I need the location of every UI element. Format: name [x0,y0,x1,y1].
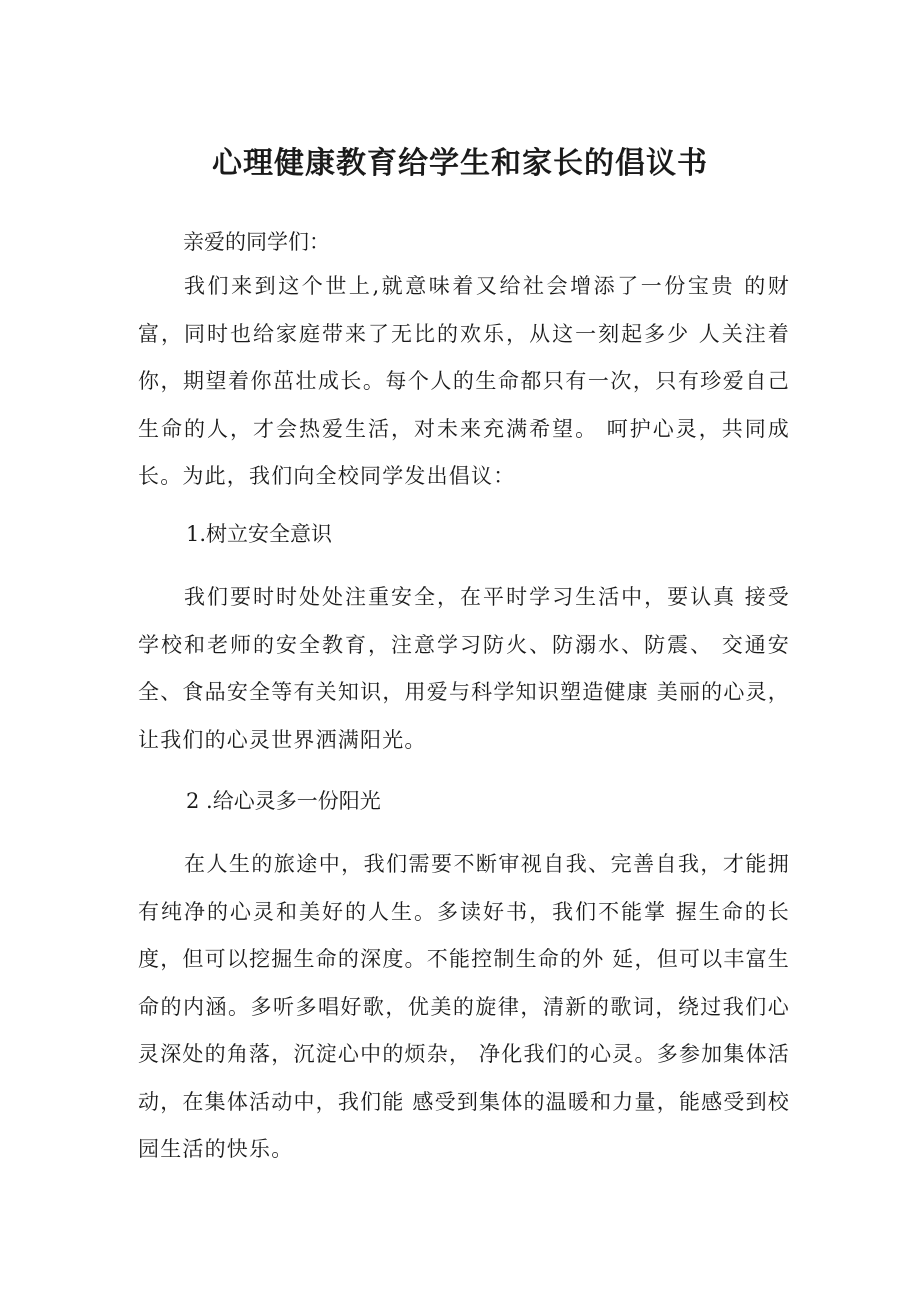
paragraph-safety: 我们要时时处处注重安全，在平时学习生活中，要认真 接受学校和老师的安全教育，注意学习防火、防溺水、防震、 交通安全、食品安全等有关知识，用爱与科学知识塑造健康 美丽的心灵，让我们的心灵世界洒满阳光。 [138,585,790,752]
salutation: 亲爱的同学们： [183,230,330,254]
paragraph-intro: 我们来到这个世上,就意味着又给社会增添了一份宝贵 的财富，同时也给家庭带来了无比的欢乐，从这一刻起多少 人关注着你，期望着你茁壮成长。每个人的生命都只有一次，只有珍爱自己生命的人，才会热爱生活，对未来充满希望。 呵护心灵，共同成长。为此，我们向全校同学发出倡议： [138,274,790,488]
section-heading-safety: 1.树立安全意识 [186,522,333,546]
section-heading-sunshine: 2 .给心灵多一份阳光 [186,789,381,813]
paragraph-sunshine: 在人生的旅途中，我们需要不断审视自我、完善自我，才能拥有纯净的心灵和美好的人生。多读好书，我们不能掌 握生命的长度，但可以挖掘生命的深度。不能控制生命的外 延，但可以丰富生命的内涵。多听多唱好歌，优美的旋律，清新的歌词，绕过我们心灵深处的角落，沉淀心中的烦杂， 净化我们的心灵。多参加集体活动，在集体活动中，我们能 感受到集体的温暖和力量，能感受到校园生活的快乐。 [138,852,790,1161]
document-title: 心理健康教育给学生和家长的倡议书 [212,146,708,181]
